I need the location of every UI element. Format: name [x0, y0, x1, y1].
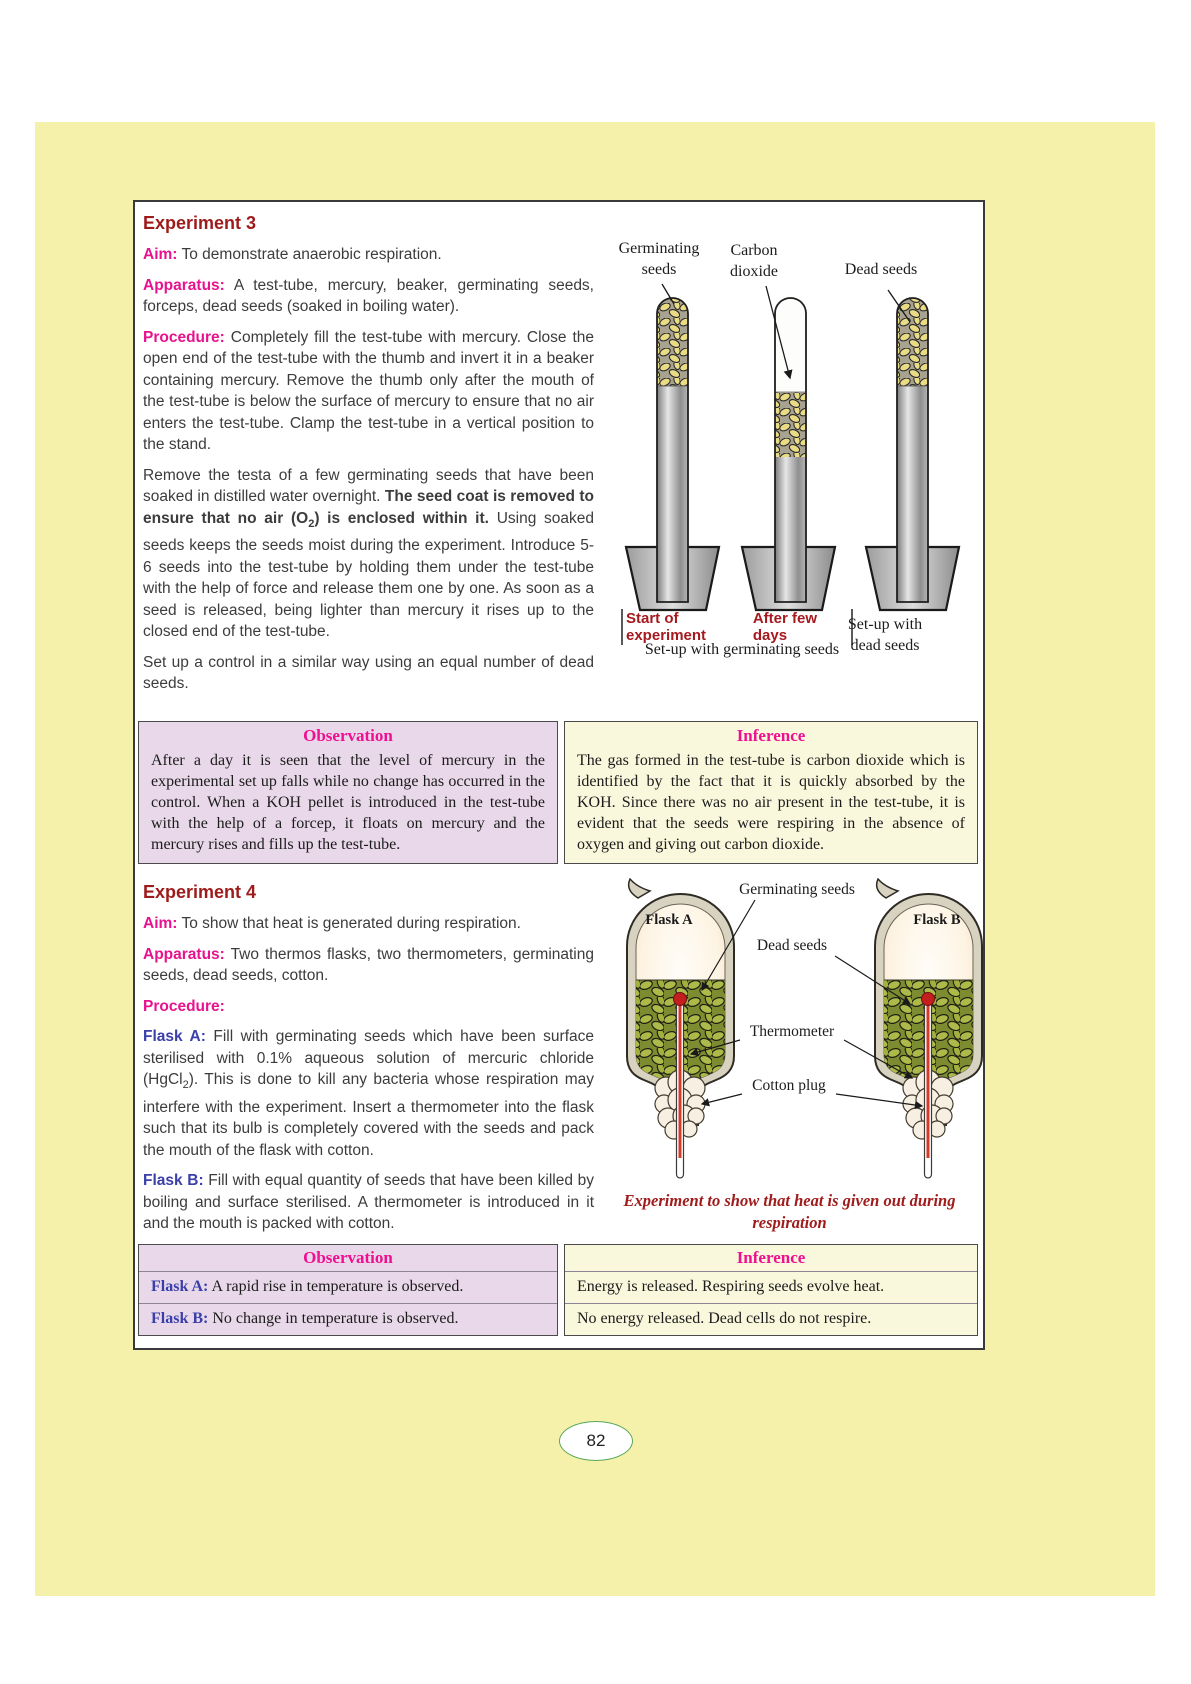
label-cotton-plug: Cotton plug [752, 1077, 826, 1094]
flaskA-text-pre: Fill with germinating seeds which have been surface sterilised with 0.1% aqueous solution of mercuric chloride (HgCl [143, 1028, 594, 1088]
inference-cell [564, 721, 978, 864]
experiment3-paragraph2 [143, 465, 594, 643]
content-box [133, 200, 985, 1350]
experiment3-aim [143, 244, 594, 266]
observation-cell [138, 1244, 558, 1336]
aim-text: To demonstrate anaerobic respiration. [181, 246, 442, 263]
label-germinating-seeds: Germinating seeds [618, 240, 700, 278]
observation-header: Observation [303, 726, 393, 745]
experiment4-title: Experiment 4 [143, 882, 257, 902]
exp3-observation-inference-table [138, 721, 978, 864]
flaskA-observation: A rapid rise in temperature is observed. [211, 1278, 464, 1295]
para2-normal2: Using soaked seeds keeps the seeds moist during the experiment. Introduce 5-6 seeds into the test-tube by holding them under the test-tube with the help of force and release them one by one. As soon as a seed is released, being lighter than mercury it rises up to the closed end of the test-tube. [143, 509, 595, 641]
experiment3-figure [600, 228, 985, 666]
label-dead-seeds: Dead seeds [756, 937, 828, 954]
flaskA-label: Flask A: [143, 1028, 206, 1045]
para2-bold-sub: 2 [308, 517, 315, 530]
experiment3-text-column [143, 208, 594, 704]
flask-a-label: Flask A [645, 912, 693, 928]
inference-header: Inference [565, 1245, 977, 1272]
procedure-label: Procedure: [143, 328, 225, 346]
test-tube-after-few-days [775, 298, 806, 602]
experiment4-flaskB [143, 1170, 594, 1235]
apparatus-label: Apparatus: [143, 276, 225, 294]
observation-flaskA-row [139, 1272, 557, 1303]
experiment4-text-column [143, 877, 594, 1244]
experiment4-aim [143, 913, 594, 935]
inference-row-1: Energy is released. Respiring seeds evolve heat. [576, 1278, 885, 1295]
experiment4-figure [592, 878, 987, 1190]
inference-header: Inference [736, 726, 806, 745]
procedure-label: Procedure: [143, 997, 225, 1015]
experiment4-apparatus [143, 944, 594, 987]
flaskB-text: Fill with equal quantity of seeds that have been killed by boiling and surface sterilised. A thermometer is introduced in it and the mouth is packed with cotton. [143, 1172, 594, 1233]
para2-bold-pre: The seed coat is removed to ensure that no air (O [143, 488, 594, 527]
apparatus-text: A test-tube, mercury, beaker, germinating seeds, forceps, dead seeds (soaked in boiling water). [143, 276, 594, 315]
procedure-text: Completely fill the test-tube with mercury. Close the open end of the test-tube with the thumb and invert it in a beaker containing mercury. Remove the thumb only after the mouth of the test-tube is below the surface of mercury to ensure that no air enters the test-tube. Clamp the test-tube in a vertical position to the stand. [143, 328, 594, 453]
label-carbon-dioxide: Carbon dioxide [730, 242, 778, 280]
caption-start-of-experiment: Start of experiment [626, 610, 707, 644]
caption-after-few-days: After few days [752, 610, 818, 644]
observation-header: Observation [139, 1245, 557, 1272]
experiment3-apparatus [143, 275, 594, 318]
flaskB-label: Flask B: [143, 1172, 204, 1190]
observation-cell [138, 721, 558, 864]
inference-row-2: No energy released. Dead cells do not respire. [565, 1303, 977, 1335]
para2-normal1: Remove the testa of a few germinating seeds that have been soaked in distilled water overnight. [143, 466, 594, 505]
flask-b-label: Flask B [913, 912, 961, 928]
figure2-caption: Experiment to show that heat is given out during respiration [623, 1191, 956, 1232]
caption-setup-germinating: Set-up with germinating seeds [644, 641, 840, 658]
apparatus-text: Two thermos flasks, two thermometers, germinating seeds, dead seeds, cotton. [143, 945, 594, 984]
flaskB-observation: No change in temperature is observed. [212, 1310, 459, 1327]
experiment3-paragraph3: Set up a control in a similar way using an equal number of dead seeds. [143, 653, 594, 693]
exp4-observation-inference-table [138, 1244, 978, 1336]
apparatus-label: Apparatus: [143, 945, 225, 963]
experiment3-procedure [143, 327, 594, 456]
caption-setup-dead: Set-up with dead seeds [847, 616, 923, 654]
aim-text: To show that heat is generated during respiration. [181, 915, 521, 932]
inference-cell [564, 1244, 978, 1336]
experiment3-title: Experiment 3 [143, 213, 257, 233]
inference-text: The gas formed in the test-tube is carbon dioxide which is identified by the fact that it is quickly absorbed by the KOH. Since there was no air present in the test-tube, it is evident that the seeds were respiring in the absence of oxygen and giving out carbon dioxide. [576, 752, 965, 853]
flaskA-label: Flask A: [151, 1278, 209, 1295]
flaskA-sub: 2 [182, 1079, 189, 1092]
label-germinating-seeds: Germinating seeds [739, 881, 855, 898]
para2-bold-post: ) is enclosed within it. [314, 509, 489, 527]
label-thermometer: Thermometer [749, 1023, 835, 1040]
experiment4-procedure-label [143, 996, 594, 1018]
observation-text: After a day it is seen that the level of mercury in the experimental set up falls while no change has occurred in the control. When a KOH pellet is introduced in the test-tube with the help of a forcep, it floats on mercury and the mercury rises and fills up the test-tube. [151, 752, 545, 853]
page-number-badge: 82 [559, 1421, 633, 1461]
observation-flaskB-row [139, 1303, 557, 1335]
test-tube-dead-seeds [897, 298, 928, 602]
experiment4-flaskA [143, 1026, 594, 1161]
aim-label: Aim: [143, 246, 178, 263]
flaskB-label: Flask B: [151, 1310, 209, 1327]
flaskA-text-post: ). This is done to kill any bacteria whose respiration may interfere with the experiment. Insert a thermometer into the flask such that its bulb is completely covered with the seeds and pack the mouth of the flask with cotton. [143, 1071, 594, 1159]
label-dead-seeds: Dead seeds [844, 261, 918, 278]
test-tube-germinating-seeds [657, 298, 688, 602]
aim-label: Aim: [143, 915, 178, 932]
